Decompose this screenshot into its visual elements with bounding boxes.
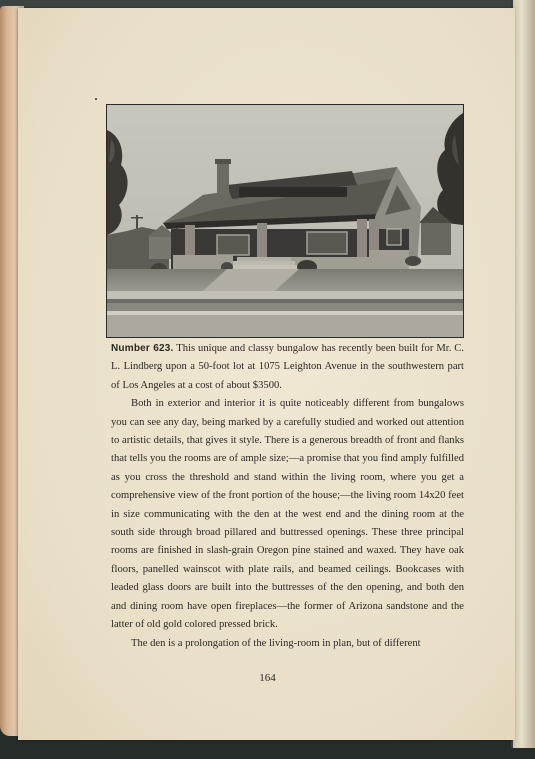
paragraph-den: The den is a prolongation of the living-room in plan, but of different: [131, 637, 421, 649]
bungalow-photo-illustration: [107, 105, 463, 337]
page-number: 164: [259, 672, 276, 684]
bungalow-photograph: [106, 104, 464, 338]
ink-speck: [95, 98, 97, 100]
plan-number-label: Number 623.: [111, 343, 174, 354]
paragraph-intro: [111, 340, 464, 395]
article-text: [111, 340, 464, 653]
intro-text: This unique and classy bungalow has recently been built for Mr. C. L. Lindberg upon a 50-foot lot at 1075 Leighton Avenue in the southwestern part of Los Angeles at a cost of about $3500.: [111, 343, 464, 391]
paragraph-description: Both in exterior and interior it is quite noticeably different from bungalows you can see any day, being marked by a carefully studied and worked out attention to artistic details, that gives it style. There is a generous breadth of front and flanks that tells you the rooms are of ample size;—a promise that you find amply fulfilled as you cross the threshold and stand within the living room, where you get a comprehensive view of the front portion of the house;—the living room 14x20 feet in size communicating with the den at the west end and the dining room at the south side through broad pillared and buttressed openings. These three principal rooms are finished in slash-grain Oregon pine stained and waxed. They have oak floors, panelled wainscot with plate rails, and beamed ceilings. Bookcases with leaded glass doors are built into the buttresses of the den opening, and both den and dining room have open fireplaces—the former of Arizona sandstone and the latter of old gold colored pressed brick.: [111, 398, 464, 631]
